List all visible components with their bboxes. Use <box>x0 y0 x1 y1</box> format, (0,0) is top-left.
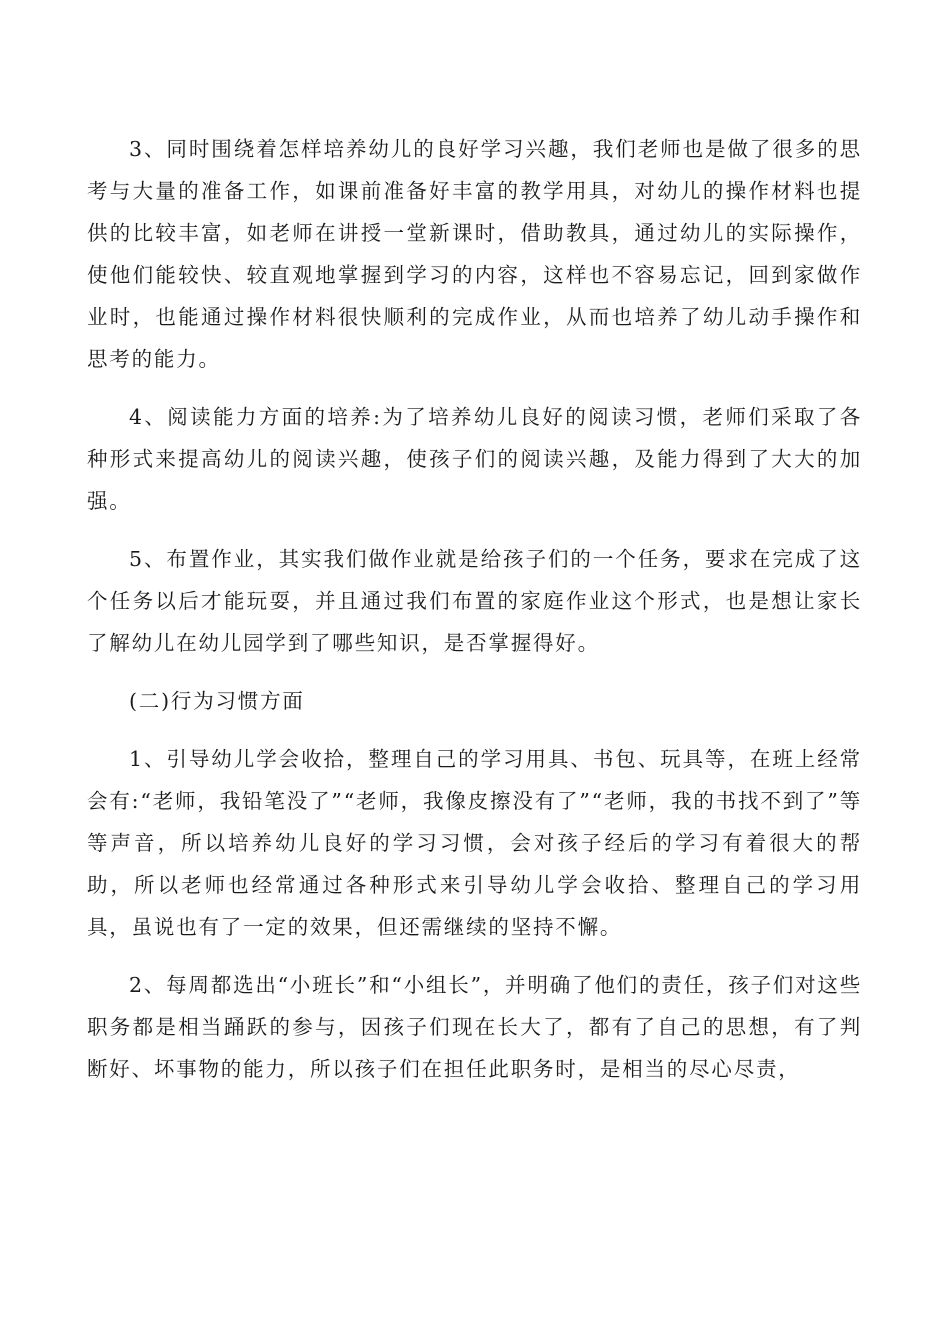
paragraph-5: 5、布置作业，其实我们做作业就是给孩子们的一个任务，要求在完成了这个任务以后才能玩耍，并且通过我们布置的家庭作业这个形式，也是想让家长了解幼儿在幼儿园学到了哪些知识，是否掌握得好。 <box>87 547 862 655</box>
paragraph-habit-1: 1、引导幼儿学会收拾，整理自己的学习用具、书包、玩具等，在班上经常会有:“老师，我铅笔没了”“老师，我像皮擦没有了”“老师，我的书找不到了”等等声音，所以培养幼儿良好的学习习惯，会对孩子经后的学习有着很大的帮助，所以老师也经常通过各种形式来引导幼儿学会收拾、整理自己的学习用具，虽说也有了一定的效果，但还需继续的坚持不懈。 <box>87 747 862 939</box>
paragraph-3: 3、同时围绕着怎样培养幼儿的良好学习兴趣，我们老师也是做了很多的思考与大量的准备工作，如课前准备好丰富的教学用具，对幼儿的操作材料也提供的比较丰富，如老师在讲授一堂新课时，借助教具，通过幼儿的实际操作，使他们能较快、较直观地掌握到学习的内容，这样也不容易忘记，回到家做作业时，也能通过操作材料很快顺利的完成作业，从而也培养了幼儿动手操作和思考的能力。 <box>87 137 862 371</box>
section-heading: (二)行为习惯方面 <box>129 689 305 713</box>
document-body <box>87 128 862 1106</box>
paragraph-habit-2: 2、每周都选出“小班长”和“小组长”，并明确了他们的责任，孩子们对这些职务都是相当踊跃的参与，因孩子们现在长大了，都有了自己的思想，有了判断好、坏事物的能力，所以孩子们在担任此职务时，是相当的尽心尽责， <box>87 973 862 1081</box>
paragraph-4: 4、阅读能力方面的培养:为了培养幼儿良好的阅读习惯，老师们采取了各种形式来提高幼儿的阅读兴趣，使孩子们的阅读兴趣，及能力得到了大大的加强。 <box>87 405 862 513</box>
